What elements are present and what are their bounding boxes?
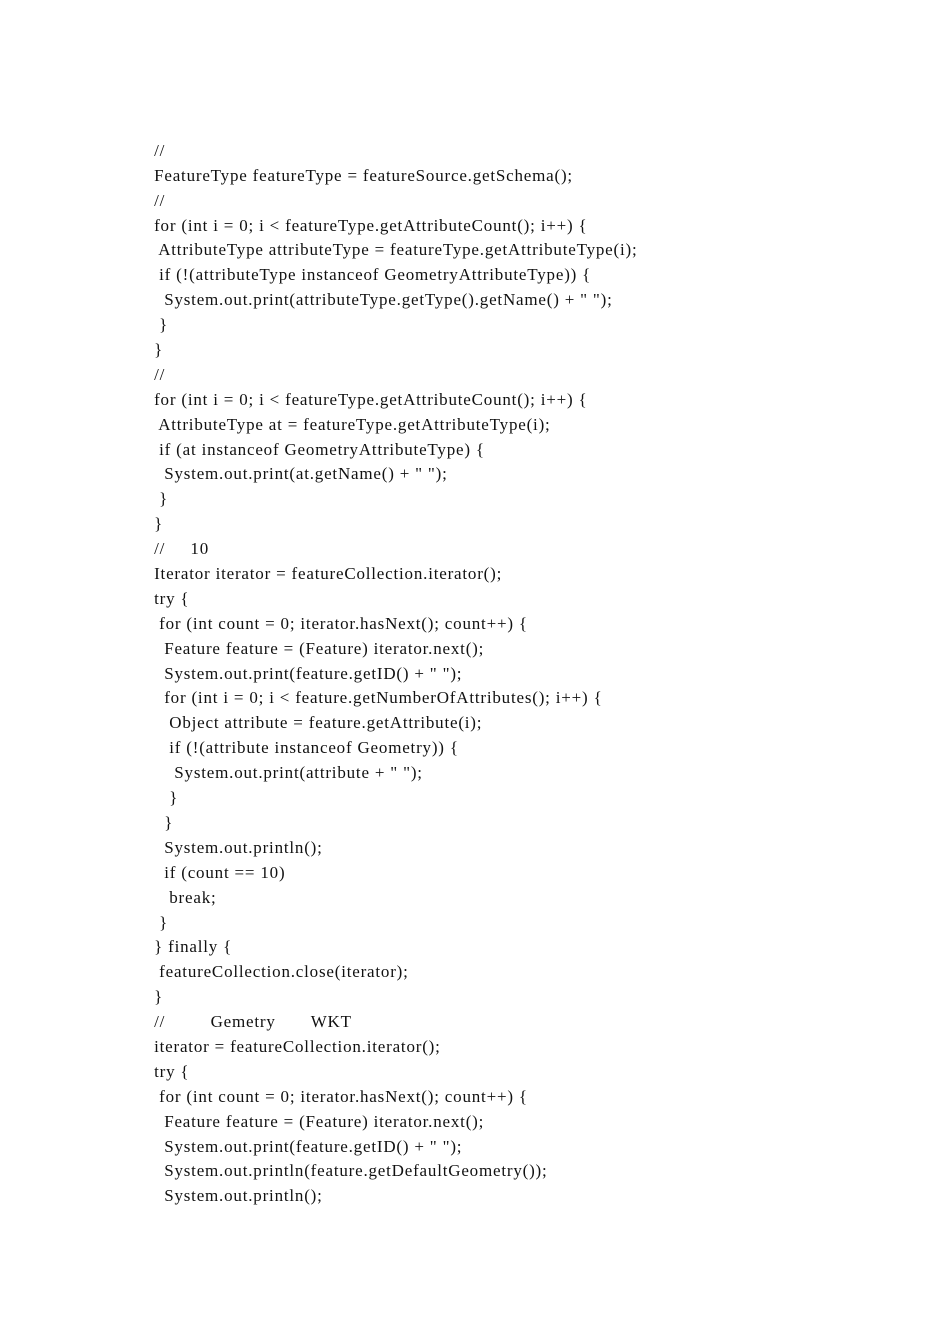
code-line: } <box>144 788 179 808</box>
code-line: for (int count = 0; iterator.hasNext(); count++) { <box>144 1086 528 1106</box>
code-line: } <box>144 514 164 534</box>
code-line: System.out.println(); <box>144 1186 323 1206</box>
code-line: Iterator iterator = featureCollection.iterator(); <box>144 564 503 584</box>
code-line: Feature feature = (Feature) iterator.next(); <box>144 638 485 658</box>
code-line: System.out.print(feature.getID() + " "); <box>144 1136 463 1156</box>
code-line: // Gemetry WKT <box>144 1012 357 1032</box>
code-line: System.out.print(feature.getID() + " "); <box>144 663 463 683</box>
section-heading <box>144 114 924 139</box>
code-line: if (!(attribute instanceof Geometry)) { <box>144 738 459 758</box>
code-line: } <box>144 987 164 1007</box>
code-line: } <box>144 315 169 335</box>
code-line: AttributeType at = featureType.getAttributeType(i); <box>144 414 551 434</box>
code-line: } finally { <box>144 937 233 957</box>
code-line: System.out.println(); <box>144 837 323 857</box>
code-line: } <box>144 912 169 932</box>
code-line: System.out.print(at.getName() + " "); <box>144 464 448 484</box>
code-line: for (int i = 0; i < feature.getNumberOfAttributes(); i++) { <box>144 688 603 708</box>
code-line: if (at instanceof GeometryAttributeType) { <box>144 439 485 459</box>
code-line: } <box>144 340 164 360</box>
code-listing <box>144 114 924 1209</box>
code-line: featureCollection.close(iterator); <box>144 962 409 982</box>
code-line: System.out.println(feature.getDefaultGeometry()); <box>144 1161 548 1181</box>
code-line: try { <box>144 588 190 608</box>
code-line: iterator = featureCollection.iterator(); <box>144 1036 441 1056</box>
code-line: } <box>144 812 174 832</box>
code-line: if (!(attributeType instanceof GeometryAttributeType)) { <box>144 265 592 285</box>
code-line: break; <box>144 887 217 907</box>
code-line: } <box>144 489 169 509</box>
code-line: Feature feature = (Feature) iterator.next(); <box>144 1111 485 1131</box>
code-line: // <box>144 140 171 160</box>
code-line: for (int i = 0; i < featureType.getAttributeCount(); i++) { <box>144 215 588 235</box>
code-line: FeatureType featureType = featureSource.getSchema(); <box>144 165 573 185</box>
code-line: if (count == 10) <box>144 862 286 882</box>
code-line: for (int count = 0; iterator.hasNext(); count++) { <box>144 613 528 633</box>
code-line: for (int i = 0; i < featureType.getAttributeCount(); i++) { <box>144 389 588 409</box>
code-line: // <box>144 364 171 384</box>
code-line: Object attribute = feature.getAttribute(i); <box>144 713 483 733</box>
code-line: AttributeType attributeType = featureType.getAttributeType(i); <box>144 240 638 260</box>
code-line: System.out.print(attribute + " "); <box>144 763 423 783</box>
code-line: try { <box>144 1061 190 1081</box>
code-line: System.out.print(attributeType.getType().getName() + " "); <box>144 290 613 310</box>
code-line: // 10 <box>144 539 209 559</box>
code-line: // <box>144 190 171 210</box>
